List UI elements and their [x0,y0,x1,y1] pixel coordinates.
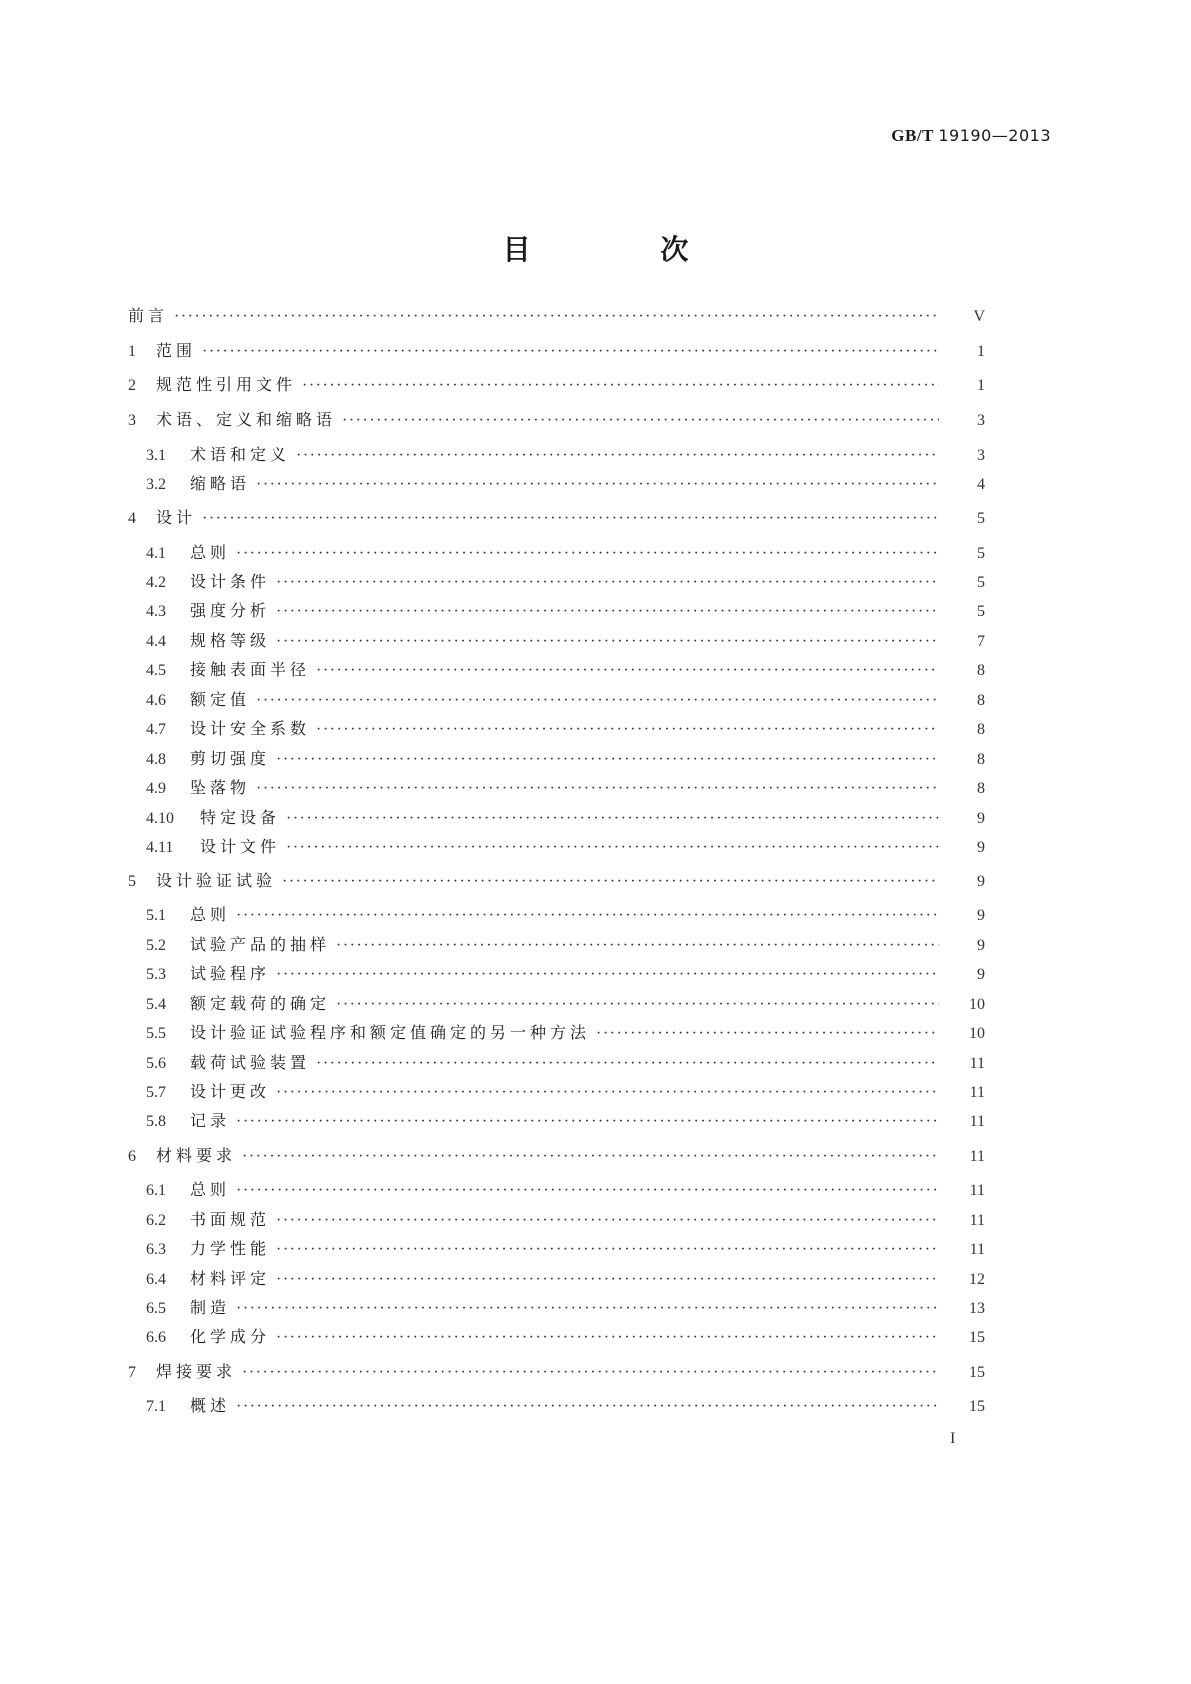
toc-entry-label: 试验产品的抽样 [190,935,331,954]
toc-entry-number: 5.1 [146,907,166,924]
toc-entry-page: 8 [977,721,985,738]
toc-entry-label: 设计更改 [190,1082,271,1101]
toc-entry-page: 9 [977,810,985,827]
toc-entry-leader [336,937,939,955]
toc-entry[interactable] [146,1295,985,1319]
toc-entry-leader [236,545,939,563]
toc-entry-page: 8 [977,751,985,768]
toc-entry-number: 5.8 [146,1113,166,1130]
toc-entry-page: 3 [977,412,985,429]
toc-entry-label: 概述 [190,1396,231,1415]
toc-entry-label: 载荷试验装置 [190,1053,311,1072]
toc-entry[interactable] [146,1177,985,1201]
toc-entry-leader [296,447,939,465]
toc-entry-label: 设计验证试验程序和额定值确定的另一种方法 [190,1023,591,1042]
toc-entry-leader [276,574,939,592]
toc-entry-number: 3.2 [146,476,166,493]
page-number: I [950,1430,956,1447]
toc-entry-number: 6.4 [146,1271,166,1288]
standard-code [891,126,1051,146]
toc-entry-leader [276,751,939,769]
toc-entry-label: 设计文件 [200,837,281,856]
toc-entry[interactable] [146,716,985,740]
toc-entry-label: 接触表面半径 [190,660,311,679]
toc-entry-number: 7 [128,1364,136,1381]
toc-entry-page: 4 [977,476,985,493]
toc-entry-number: 4.10 [146,810,174,827]
toc-entry-leader [276,1212,939,1230]
toc-entry-leader [256,476,939,494]
toc-entry[interactable] [128,303,985,327]
toc-entry-leader [236,1182,939,1200]
toc-entry-page: 5 [977,545,985,562]
toc-entry-page: 15 [969,1364,985,1381]
toc-entry-leader [256,780,939,798]
toc-entry-leader [342,412,939,430]
toc-entry-page: 8 [977,662,985,679]
toc-entry-number: 5.4 [146,996,166,1013]
toc-entry-page: 8 [977,692,985,709]
toc-entry-number: 5.7 [146,1084,166,1101]
toc-entry-page: 11 [969,1182,985,1199]
toc-entry-leader [276,1329,939,1347]
toc-entry[interactable] [146,805,985,829]
toc-entry-page: 10 [969,1025,985,1042]
toc-entry-label: 规范性引用文件 [156,375,297,394]
toc-entry-page: 11 [969,1241,985,1258]
toc-entry-number: 5 [128,873,136,890]
toc-entry-leader [236,907,939,925]
toc-entry-number: 4.7 [146,721,166,738]
toc-entry-label: 总则 [190,1180,231,1199]
toc-entry-leader [202,510,939,528]
toc-entry-page: 7 [977,633,985,650]
toc-entry-leader [336,996,939,1014]
toc-entry[interactable] [128,407,985,431]
toc-entry-page: 5 [977,574,985,591]
toc-entry-leader [236,1113,939,1131]
toc-entry-number: 4.9 [146,780,166,797]
toc-entry-label: 书面规范 [190,1210,271,1229]
page-title: 目 次 [502,233,749,266]
toc-entry-page: 5 [977,603,985,620]
toc-entry[interactable] [146,1079,985,1103]
toc-entry[interactable] [146,1108,985,1132]
toc-entry-label: 额定值 [190,690,251,709]
toc-entry-leader [236,1300,939,1318]
toc-entry-page: 13 [969,1300,985,1317]
toc-entry-number: 4.3 [146,603,166,620]
toc-entry[interactable] [128,338,985,362]
toc-entry-page: 8 [977,780,985,797]
toc-entry[interactable] [128,1359,985,1383]
toc-entry-label: 设计验证试验 [156,871,277,890]
toc-entry-label: 额定载荷的确定 [190,994,331,1013]
toc-entry[interactable] [146,932,985,956]
toc-entry[interactable] [128,868,985,892]
toc-entry-label: 范围 [156,341,197,360]
toc-entry-leader [276,603,939,621]
toc-entry[interactable] [146,540,985,564]
standard-code-prefix: GB/T [891,126,934,145]
toc-entry-label: 材料评定 [190,1269,271,1288]
toc-entry[interactable] [128,1143,985,1167]
toc-entry-page: 11 [969,1084,985,1101]
toc-entry-page: 15 [969,1398,985,1415]
toc-entry-number: 4 [128,510,136,527]
toc-entry-page: 9 [977,873,985,890]
toc-entry-page: 5 [977,510,985,527]
toc-entry[interactable] [146,961,985,985]
toc-entry[interactable] [146,1207,985,1231]
toc-entry-leader [242,1364,939,1382]
toc-entry-label: 焊接要求 [156,1362,237,1381]
toc-entry-number: 4.5 [146,662,166,679]
toc-entry-number: 6 [128,1148,136,1165]
toc-entry-label: 记录 [190,1111,231,1130]
toc-entry-leader [202,343,939,361]
toc-entry-leader [316,662,939,680]
toc-entry-label: 设计 [156,508,197,527]
toc-entry-leader [316,1055,939,1073]
toc-entry-label: 制造 [190,1298,231,1317]
toc-entry-number: 4.6 [146,692,166,709]
toc-entry-label: 强度分析 [190,601,271,620]
toc-entry-label: 材料要求 [156,1146,237,1165]
toc-entry[interactable] [146,1236,985,1260]
toc-entry-page: 11 [969,1113,985,1130]
toc-entry-leader [276,1271,939,1289]
toc-entry-label: 设计安全系数 [190,719,311,738]
toc-entry-label: 试验程序 [190,964,271,983]
toc-entry-label: 总则 [190,905,231,924]
toc-entry-label: 特定设备 [200,808,281,827]
toc-entry-leader [276,1084,939,1102]
toc-entry-leader [286,839,939,857]
toc-entry-page: 15 [969,1329,985,1346]
toc-entry-page: 11 [969,1148,985,1165]
toc-entry[interactable] [146,657,985,681]
toc-entry-page: 12 [969,1271,985,1288]
toc-entry[interactable] [146,1393,985,1417]
toc-entry-leader [276,966,939,984]
toc-entry-label: 剪切强度 [190,749,271,768]
toc-entry-number: 7.1 [146,1398,166,1415]
toc-entry-number: 4.8 [146,751,166,768]
toc-entry-label: 力学性能 [190,1239,271,1258]
toc-entry-page: 9 [977,907,985,924]
toc-entry-page: 9 [977,937,985,954]
toc-entry-number: 6.2 [146,1212,166,1229]
toc-entry[interactable] [146,991,985,1015]
toc-entry[interactable] [128,505,985,529]
toc-entry-number: 2 [128,377,136,394]
toc-entry-leader [302,377,939,395]
toc-entry-label: 规格等级 [190,631,271,650]
toc-entry-number: 6.5 [146,1300,166,1317]
toc-entry-label: 化学成分 [190,1327,271,1346]
toc-entry[interactable] [146,628,985,652]
toc-entry-number: 3.1 [146,447,166,464]
toc-entry-number: 3 [128,412,136,429]
toc-entry-number: 6.6 [146,1329,166,1346]
toc-entry[interactable] [146,1050,985,1074]
toc-entry-number: 4.11 [146,839,174,856]
toc-entry-leader [276,1241,939,1259]
toc-entry[interactable] [146,569,985,593]
toc-entry-number: 5.5 [146,1025,166,1042]
toc-entry-number: 1 [128,343,136,360]
standard-code-number: 19190—2013 [938,126,1051,145]
toc-entry-label: 坠落物 [190,778,251,797]
toc-entry-number: 5.6 [146,1055,166,1072]
toc-entry[interactable] [146,598,985,622]
toc-entry-page: 9 [977,839,985,856]
toc-entry-page: 9 [977,966,985,983]
toc-entry-leader [242,1148,939,1166]
toc-entry-number: 5.2 [146,937,166,954]
toc-entry[interactable] [146,442,985,466]
toc-entry-number: 4.4 [146,633,166,650]
toc-entry-leader [286,810,939,828]
toc-entry-number: 4.1 [146,545,166,562]
toc-entry-leader [236,1398,939,1416]
toc-entry[interactable] [128,372,985,396]
toc-entry[interactable] [146,1266,985,1290]
toc-entry[interactable] [146,834,985,858]
toc-entry-label: 总则 [190,543,231,562]
toc-entry-page: 10 [969,996,985,1013]
toc-entry-label: 前言 [128,306,169,325]
toc-entry-label: 设计条件 [190,572,271,591]
toc-entry[interactable] [146,471,985,495]
toc-entry-number: 5.3 [146,966,166,983]
toc-entry-page: 11 [969,1212,985,1229]
toc-entry-number: 4.2 [146,574,166,591]
toc-entry-leader [174,308,939,326]
toc-entry[interactable] [146,746,985,770]
toc-entry-page: V [973,308,985,325]
toc-entry-page: 3 [977,447,985,464]
toc-entry-page: 1 [977,377,985,394]
toc-entry-label: 术语和定义 [190,445,291,464]
toc-entry-leader [316,721,939,739]
toc-entry-label: 术语、定义和缩略语 [156,410,337,429]
toc-entry[interactable] [146,1324,985,1348]
toc-entry-leader [596,1025,939,1043]
toc-entry[interactable] [146,1020,985,1044]
toc-entry[interactable] [146,687,985,711]
toc-entry-number: 6.3 [146,1241,166,1258]
toc-entry-page: 11 [969,1055,985,1072]
toc-entry-number: 6.1 [146,1182,166,1199]
toc-entry-page: 1 [977,343,985,360]
toc-entry-leader [276,633,939,651]
toc-entry-leader [282,873,939,891]
toc-entry[interactable] [146,902,985,926]
toc-entry-label: 缩略语 [190,474,251,493]
toc-entry[interactable] [146,775,985,799]
toc-entry-leader [256,692,939,710]
